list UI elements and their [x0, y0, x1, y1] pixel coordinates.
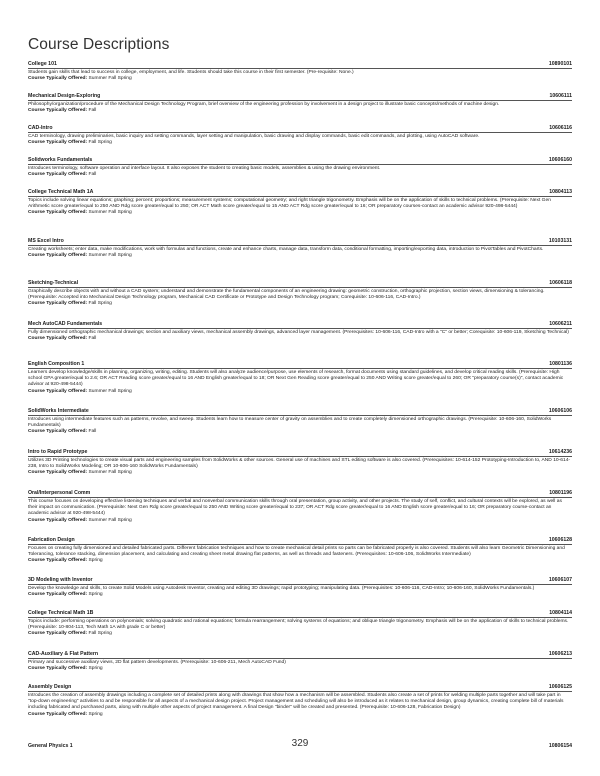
- offered-label: Course Typically Offered:: [28, 558, 88, 564]
- offered-label: Course Typically Offered:: [28, 336, 88, 342]
- offered-terms: Spring: [88, 666, 103, 672]
- course-entry: [28, 490, 572, 524]
- course-code: 10804113: [549, 189, 572, 195]
- course-code: 10103131: [548, 238, 572, 244]
- divider: [28, 132, 572, 133]
- offered-label: Course Typically Offered:: [28, 711, 88, 717]
- offered-label: Course Typically Offered:: [28, 592, 88, 598]
- divider: [28, 328, 572, 329]
- course-name: Assembly Design: [28, 684, 72, 690]
- divider: [28, 544, 572, 545]
- course-header: [28, 537, 572, 543]
- offered-terms: Fall: [88, 336, 97, 342]
- course-offered: [28, 301, 572, 307]
- offered-label: Course Typically Offered:: [28, 301, 88, 307]
- offered-label: Course Typically Offered:: [28, 253, 88, 259]
- course-code: 10806154: [548, 743, 572, 749]
- course-description: Introduces terminology, software operation and interface layout. It also exposes the student to creating basic models, assemblies & using the drawing environment.: [28, 165, 381, 171]
- course-code: 10606111: [549, 93, 572, 99]
- course-offered: [28, 429, 572, 435]
- course-header: [28, 280, 572, 286]
- course-name: Intro to Rapid Prototype: [28, 449, 88, 455]
- offered-terms: Summer Fall Spring: [88, 253, 132, 259]
- course-entry: [28, 93, 572, 114]
- course-header: [28, 93, 572, 99]
- course-description: Philosophy/organization/procedure of the Mechanical Design Technology Program, brief overview of the engineering profession by involvement in a design project to illustrate basic concepts/methods of machine design.: [28, 101, 500, 107]
- divider: [28, 287, 572, 288]
- course-description: Creating worksheets; enter data, make modifications, work with formulas and functions, create and enhance charts, manage data, transform data, conditional formatting, importing/exporting data, introduction to PivotTables and PivotCharts.: [28, 246, 544, 252]
- offered-terms: Spring: [88, 558, 103, 564]
- divider: [28, 584, 572, 585]
- course-entry: [28, 157, 572, 178]
- offered-terms: Fall: [88, 429, 97, 435]
- course-entry: [28, 189, 572, 217]
- divider: [28, 164, 572, 165]
- divider: [28, 691, 572, 692]
- course-name: 3D Modeling with Inventor: [28, 577, 93, 583]
- course-entry: [28, 577, 572, 598]
- course-code: 10606125: [548, 684, 572, 690]
- course-description: Students gain skills that lead to success in college, employment, and life. Students should take this course in their first semester. (Pre-requisite: None.): [28, 69, 354, 75]
- course-description: Focuses on creating fully dimensioned and detailed fabricated parts. Different fabrication techniques and how to create mechanical detail prints so parts can be fabricated properly is also covered. Students will also learn Geometric Dimensioning and Tolerancing, tolerance stacking, dimension placement, and calculating and creating sheet metal drawing flat patterns, as well as threads and fasteners. (Prerequisites: 10-606-106, SolidWorks Intermediate): [28, 545, 565, 558]
- course-entry: [28, 125, 572, 146]
- course-offered: [28, 558, 572, 564]
- divider: [28, 415, 572, 416]
- offered-terms: Summer Fall Spring: [88, 210, 132, 216]
- course-header: [28, 189, 572, 195]
- page-title: Course Descriptions: [28, 36, 170, 53]
- course-code: 10606128: [548, 537, 572, 543]
- course-offered: [28, 518, 572, 524]
- course-code: 10606116: [549, 125, 572, 131]
- course-code: 10614236: [548, 449, 572, 455]
- course-header: [28, 577, 572, 583]
- course-offered: [28, 253, 572, 259]
- offered-label: Course Typically Offered:: [28, 470, 88, 476]
- course-entry: [28, 280, 572, 308]
- offered-label: Course Typically Offered:: [28, 140, 88, 146]
- course-entry: [28, 449, 572, 477]
- course-code: 10606160: [548, 157, 572, 163]
- course-entry: [28, 610, 572, 638]
- course-name: Fabrication Design: [28, 537, 75, 543]
- offered-terms: Fall Spring: [88, 140, 112, 146]
- course-offered: [28, 76, 572, 82]
- offered-label: Course Typically Offered:: [28, 517, 88, 523]
- course-name: Solidworks Fundamentals: [28, 157, 93, 163]
- course-description: Graphically describe objects with and without a CAD system; understand and demonstrate the fundamental components of an engineering drawing: geometric construction, orthographic projection, section views, dimensioning & tolerancing. (Prerequisite: Accepted into Mechanical Design Technology program, Mechanical CAD Certificate or Prototype and Design Technology program; Corequisite: 10-606-116, CAD-Intro.): [28, 288, 545, 301]
- course-offered: [28, 172, 572, 178]
- course-offered: [28, 592, 572, 598]
- offered-label: Course Typically Offered:: [28, 388, 88, 394]
- course-name: Oral/Interpersonal Comm: [28, 490, 91, 496]
- course-name: General Physics 1: [28, 743, 73, 749]
- divider: [28, 368, 572, 369]
- course-code: 10804114: [549, 610, 572, 616]
- offered-label: Course Typically Offered:: [28, 76, 88, 82]
- divider: [28, 497, 572, 498]
- course-description: Topics include solving linear equations; graphing; percent; proportions; measurement systems; computational geometry; and right triangle trigonometry. Emphasis will be on the application of skills to technical problems. (Prerequisite: Next Gen Arithmetic score greater/equal to 250 AND Rdg score greater/equal to 250; OR ACT Math score greater/equal to 15 AND ACT Rdg score greater/equal to 16; OR preparatory courses-contact an academic advisor 920-498-5444): [28, 197, 551, 210]
- offered-terms: Spring: [88, 592, 103, 598]
- course-description: Introduces using intermediate features such as patterns, revolve, and sweep. Students learn how to measure center of gravity on assemblies and to create completely dimensioned orthographic drawings. (Prerequisite: 10-606-160, SolidWorks Fundamentals): [28, 416, 552, 429]
- course-entry: [28, 408, 572, 436]
- course-header: [28, 61, 572, 67]
- offered-terms: Summer Fall Spring: [88, 517, 132, 523]
- course-name: English Composition 1: [28, 361, 85, 367]
- course-code: 10606106: [548, 408, 572, 414]
- offered-terms: Summer Fall Spring: [88, 388, 132, 394]
- course-offered: [28, 336, 572, 342]
- divider: [28, 68, 572, 69]
- course-offered: [28, 108, 572, 114]
- course-entry: [28, 537, 572, 565]
- course-description: Primary and successive auxiliary views, 2D flat pattern developments. (Prerequisite: 10-606-211, Mech AutoCAD Fund): [28, 659, 286, 665]
- course-name: College Technical Math 1B: [28, 610, 94, 616]
- course-offered: [28, 631, 572, 637]
- course-offered: [28, 666, 572, 672]
- course-name: MS Excel Intro: [28, 238, 64, 244]
- course-name: SolidWorks Intermediate: [28, 408, 89, 414]
- offered-label: Course Typically Offered:: [28, 631, 88, 637]
- course-name: CAD-Intro: [28, 125, 53, 131]
- course-header: [28, 238, 572, 244]
- course-name: CAD-Auxiliary & Flat Pattern: [28, 651, 99, 657]
- course-header: [28, 321, 572, 327]
- course-name: Mech AutoCAD Fundamentals: [28, 321, 103, 327]
- course-description: Learners develop knowledge/skills in planning, organizing, writing, editing. Students will also analyze audience/purpose, use elements of research, format documents using standard guidelines, and develop critical reading skills. (Prerequisite: High school GPA greater/equal to 2.6; OR ACT Reading score greater/equal to 16 AND English greater/equal to 18; OR Next Gen Reading score greater/equal to 250 AND Writing score greater/equal to 260; OR "preparatory course(s)", contact academic advisor at 920-498-5444): [28, 369, 564, 388]
- course-description: This course focuses on developing effective listening techniques and verbal and nonverbal communication skills through oral presentation, group activity, and other projects. The study of self, conflict, and cultural contexts will be explored, as well as their impact on communication. (Prerequisite: Next Gen Rdg score greater/equal to 250 AND Writing score greater/equal to 237; OR ACT Rdg score greater/equal to 16 AND English score greater/equal to 16; OR preparatory course-contact an academic advisor at 920-498-5444): [28, 498, 562, 517]
- offered-label: Course Typically Offered:: [28, 108, 88, 114]
- course-offered: [28, 470, 572, 476]
- offered-terms: Fall Spring: [88, 301, 112, 307]
- course-description: Develop the knowledge and skills, to create Solid Models using Autodesk Inventor, creating and editing 3D drawings; rapid prototyping; manipulating data. (Prerequisites: 10-606-116, CAD-Intro; 10-606-160, SolidWorks Fundamentals.): [28, 585, 535, 591]
- course-entry: [28, 61, 572, 82]
- course-name: Sketching-Technical: [28, 280, 79, 286]
- offered-terms: Spring: [88, 711, 103, 717]
- course-entry: [28, 651, 572, 672]
- course-code: 10801196: [549, 490, 572, 496]
- course-description: Utilizes 3D Printing technologies to create visual parts and engineering samples from SolidWorks & other sources. General use of machines and STL editing software is also covered. (Prerequisites: 10-614-152 Prototyping-Introduction to, AND 10-614-238, Intro to SolidWorks Modeling; OR 10-606-160 SolidWorks Fundamentals): [28, 457, 571, 470]
- course-entry: [28, 684, 572, 718]
- course-name: College 101: [28, 61, 57, 67]
- divider: [28, 456, 572, 457]
- course-entry: [28, 238, 572, 259]
- course-header: [28, 684, 572, 690]
- divider: [28, 245, 572, 246]
- course-code: 10606211: [549, 321, 572, 327]
- course-description: Topics include: performing operations on polynomials; solving quadratic and rational equations; formula rearrangement; solving systems of equations; and oblique triangle trigonometry. Emphasis will be on the application of skills to technical problems. (Prerequisite: 10-804-113, Tech Math 1A with grade C or better): [28, 618, 569, 631]
- course-description: Introduces the creation of assembly drawings including a complete set of detailed prints along with drawings that show how a mechanism will be assembled. Students also create a set of prints for welding multiple parts together and will take part in "top-down engineering" activities to and be responsible for all aspects of a mechanical design project. Project management and scheduling will also be introduced as it relates to mechanical design, group dynamics, creating complete bill of materials including fabricated and purchased parts, along with multiple other aspects of project management. A final Design "binder" will be created and presented. (Prerequisite: 10-606-128, Fabrication Design): [28, 692, 564, 711]
- divider: [28, 196, 572, 197]
- course-header: [28, 157, 572, 163]
- course-header: [28, 125, 572, 131]
- divider: [28, 617, 572, 618]
- page-number: 329: [291, 738, 309, 749]
- course-code: 10606118: [549, 280, 572, 286]
- course-code: 10606107: [548, 577, 572, 583]
- offered-label: Course Typically Offered:: [28, 210, 88, 216]
- divider: [28, 100, 572, 101]
- offered-label: Course Typically Offered:: [28, 172, 88, 178]
- course-code: 10606213: [548, 651, 572, 657]
- course-offered: [28, 712, 572, 718]
- course-entry: [28, 361, 572, 395]
- offered-terms: Fall Spring: [88, 631, 112, 637]
- offered-terms: Fall: [88, 108, 97, 114]
- offered-terms: Summer Fall Spring: [88, 76, 132, 82]
- course-name: College Technical Math 1A: [28, 189, 94, 195]
- divider: [28, 658, 572, 659]
- offered-label: Course Typically Offered:: [28, 666, 88, 672]
- course-header: [28, 361, 572, 367]
- course-name: Mechanical Design-Exploring: [28, 93, 101, 99]
- course-description: CAD terminology, drawing preliminaries, basic inquiry and setting commands, layer setting and manipulation, basic drawing and display commands, basic edit commands, and plotting, using AutoCAD software.: [28, 133, 480, 139]
- course-header: [28, 610, 572, 616]
- course-entry: [28, 321, 572, 342]
- course-offered: [28, 389, 572, 395]
- offered-terms: Summer Fall Spring: [88, 470, 132, 476]
- course-header: [28, 449, 572, 455]
- course-code: 10890101: [548, 61, 572, 67]
- course-header: [28, 408, 572, 414]
- course-offered: [28, 140, 572, 146]
- course-offered: [28, 210, 572, 216]
- offered-terms: Fall: [88, 172, 97, 178]
- course-header: [28, 490, 572, 496]
- course-header: [28, 651, 572, 657]
- offered-label: Course Typically Offered:: [28, 429, 88, 435]
- course-description: Fully dimensioned orthographic mechanical drawings; section and auxiliary views, mechanical assembly drawings, advanced layer management. (Prerequisites: 10-606-116, CAD-Intro with a "C" or better; Corequisite: 10-606-119, Sketching Technical): [28, 329, 569, 335]
- course-code: 10801136: [549, 361, 572, 367]
